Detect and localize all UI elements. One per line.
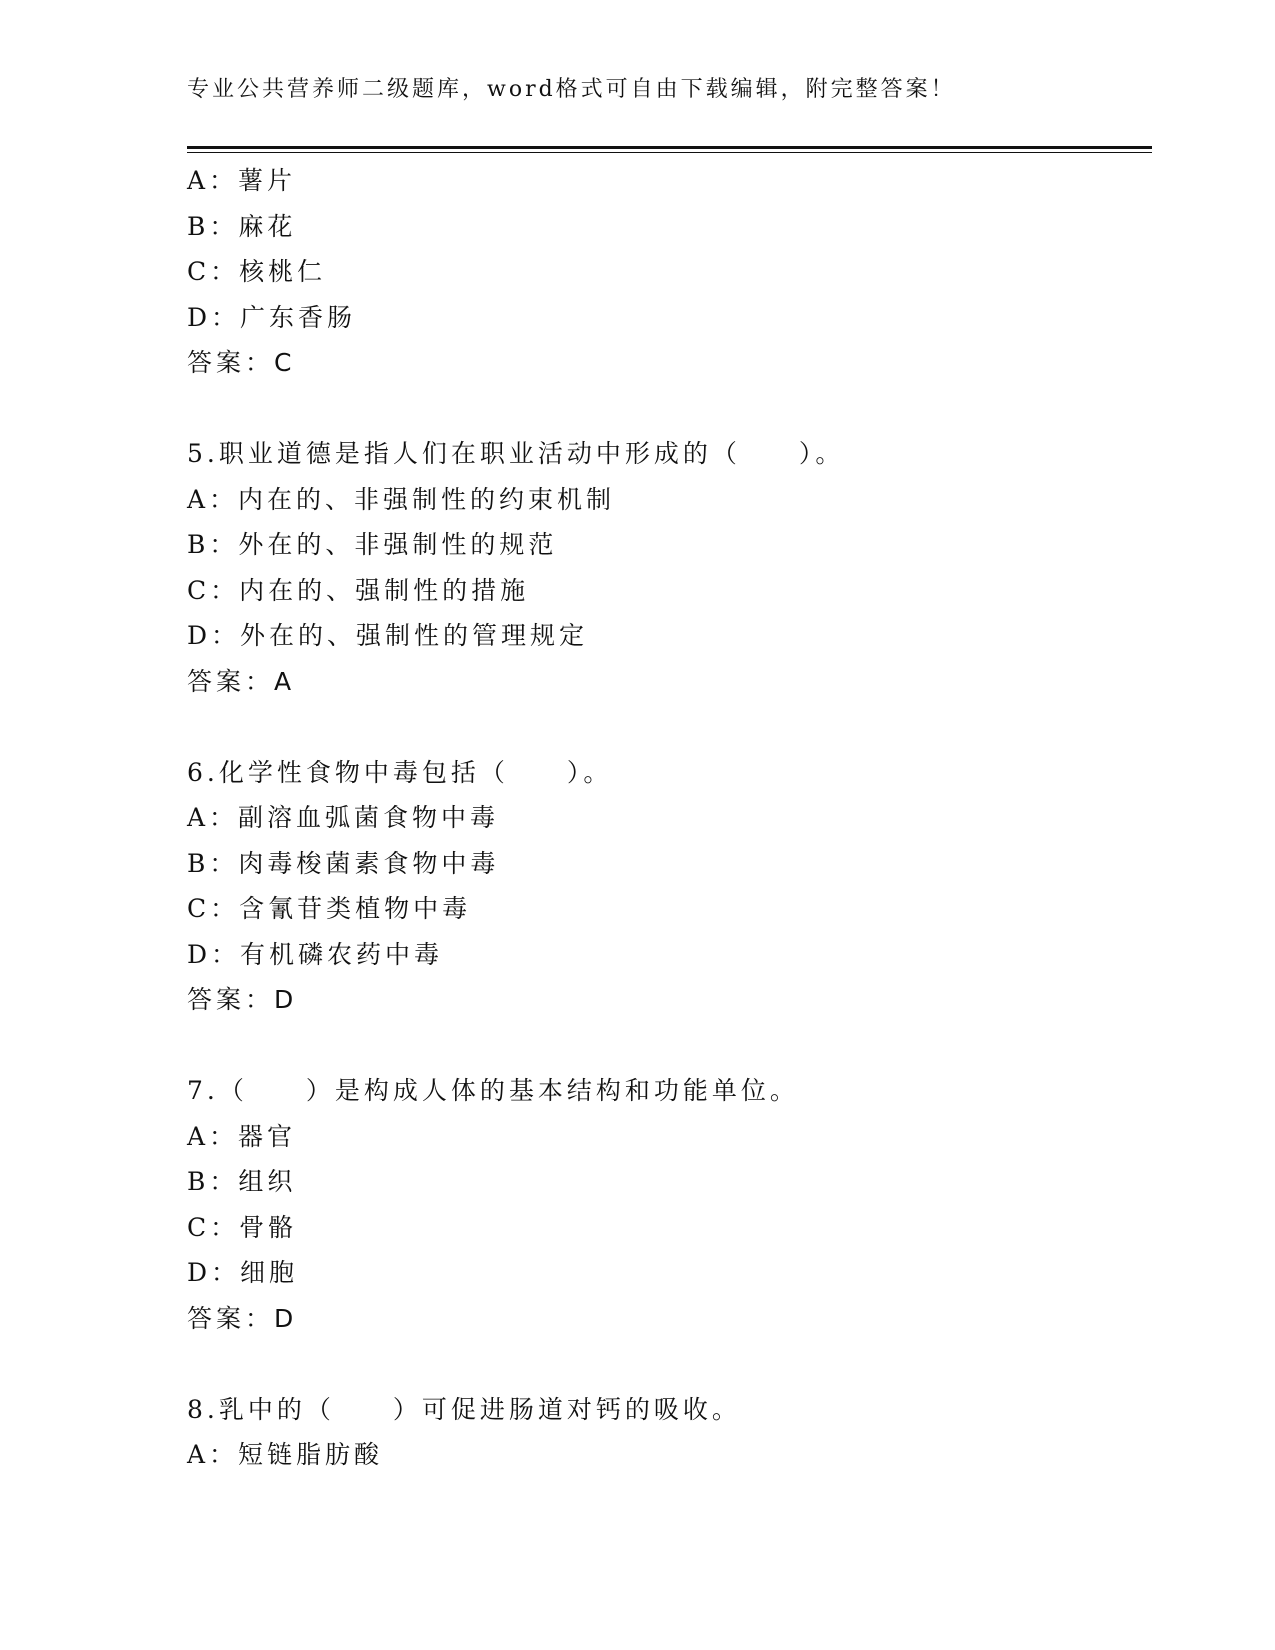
option-d: D：广东香肠 xyxy=(187,302,357,332)
spacer xyxy=(187,704,1152,750)
question-block-5 xyxy=(187,431,1152,704)
option-b: B：外在的、非强制性的规范 xyxy=(187,530,558,559)
option-c: C：含氰苷类植物中毒 xyxy=(187,894,472,923)
page-header: 专业公共营养师二级题库，word格式可自由下载编辑，附完整答案！ xyxy=(187,77,956,102)
spacer xyxy=(187,1023,1152,1069)
spacer xyxy=(187,1341,1152,1387)
answer-line: 答案：C xyxy=(187,348,296,377)
option-d: D：外在的、强制性的管理规定 xyxy=(187,621,589,650)
answer-line: 答案：D xyxy=(187,985,298,1014)
answer-line: 答案：D xyxy=(187,1303,298,1333)
question-text: 6.化学性食物中毒包括（ ）。 xyxy=(187,757,613,787)
option-d: D：细胞 xyxy=(187,1258,299,1287)
option-c: C：核桃仁 xyxy=(187,257,327,286)
option-b: B：麻花 xyxy=(187,211,297,241)
header-rule-thick xyxy=(187,146,1152,149)
option-a: A：副溶血弧菌食物中毒 xyxy=(187,803,500,832)
option-d: D：有机磷农药中毒 xyxy=(187,939,444,969)
document-body xyxy=(187,158,1152,1478)
question-block-8 xyxy=(187,1387,1152,1478)
option-b: B：组织 xyxy=(187,1167,297,1196)
prev-question-block xyxy=(187,158,1152,386)
option-a: A：短链脂肪酸 xyxy=(187,1440,384,1469)
option-c: C：骨骼 xyxy=(187,1212,298,1242)
question-block-7 xyxy=(187,1068,1152,1341)
option-c: C：内在的、强制性的措施 xyxy=(187,575,530,605)
question-text: 7.（ ）是构成人体的基本结构和功能单位。 xyxy=(187,1076,799,1105)
header-rule-thin xyxy=(187,152,1152,153)
answer-line: 答案：A xyxy=(187,666,296,696)
option-b: B：肉毒梭菌素食物中毒 xyxy=(187,848,500,878)
option-a: A：薯片 xyxy=(187,166,297,195)
question-block-6 xyxy=(187,750,1152,1023)
spacer xyxy=(187,386,1152,432)
option-a: A：器官 xyxy=(187,1121,297,1151)
question-text: 8.乳中的（ ）可促进肠道对钙的吸收。 xyxy=(187,1394,741,1424)
option-a: A：内在的、非强制性的约束机制 xyxy=(187,484,616,514)
question-text: 5.职业道德是指人们在职业活动中形成的（ ）。 xyxy=(187,439,845,468)
